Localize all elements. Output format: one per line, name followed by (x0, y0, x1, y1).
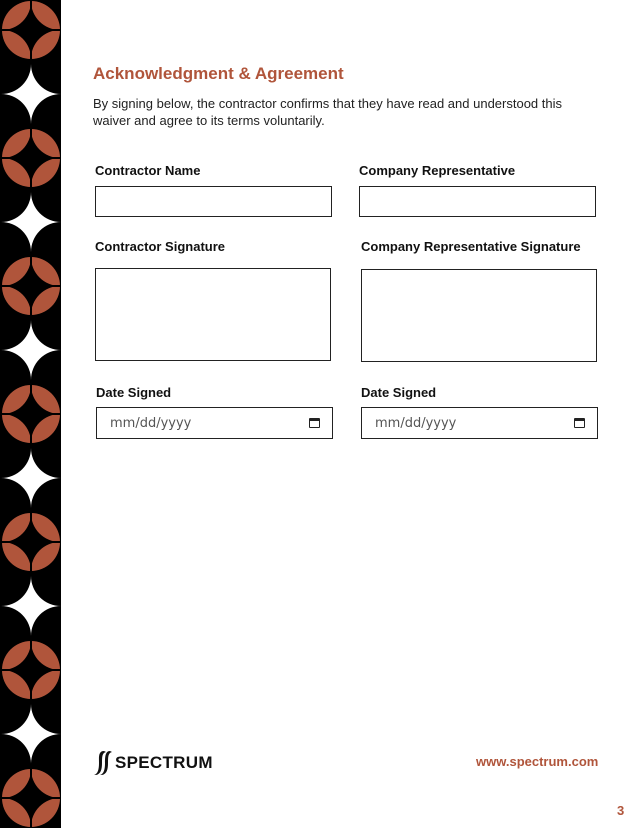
logo-mark-icon (93, 750, 113, 776)
date-signed-label-company: Date Signed (361, 385, 437, 400)
white-star-icon (1, 192, 61, 252)
calendar-icon[interactable] (574, 418, 585, 428)
white-star-icon (1, 704, 61, 764)
white-star-icon (1, 64, 61, 124)
divider-line (2, 797, 60, 799)
white-star-icon (1, 448, 61, 508)
star-circle-pattern-icon (0, 0, 61, 828)
intro-text: By signing below, the contractor confirms that they have read and understood this waiver and agree to its terms voluntarily. (93, 96, 562, 128)
divider-line (2, 285, 60, 287)
page-number: 3 (617, 803, 625, 818)
divider-line (2, 157, 60, 159)
divider-line (2, 413, 60, 415)
contractor-signature-label: Contractor Signature (95, 239, 226, 254)
contractor-name-label: Contractor Name (95, 163, 201, 178)
company-rep-signature-field[interactable] (361, 269, 597, 362)
company-rep-signature-label: Company Representative Signature (361, 239, 581, 254)
date-signed-label-contractor: Date Signed (96, 385, 172, 400)
date-placeholder: mm/dd/yyyy (110, 415, 192, 431)
contractor-signature-field[interactable] (95, 268, 331, 361)
section-title: Acknowledgment & Agreement (93, 64, 344, 83)
white-star-icon (1, 320, 61, 380)
date-placeholder: mm/dd/yyyy (375, 415, 457, 431)
company-rep-label: Company Representative (359, 163, 516, 178)
company-rep-input[interactable] (359, 186, 596, 217)
calendar-icon[interactable] (309, 418, 320, 428)
date-signed-input-company[interactable] (361, 407, 598, 439)
divider-line (2, 669, 60, 671)
spectrum-logo (93, 750, 213, 776)
logo-text: SPECTRUM (115, 753, 213, 772)
divider-line (2, 541, 60, 543)
date-signed-input-contractor[interactable] (96, 407, 333, 439)
white-star-icon (1, 576, 61, 636)
decorative-pattern-strip (0, 0, 61, 828)
divider-line (2, 29, 60, 31)
contractor-name-input[interactable] (95, 186, 332, 217)
website-link[interactable]: www.spectrum.com (476, 754, 599, 769)
